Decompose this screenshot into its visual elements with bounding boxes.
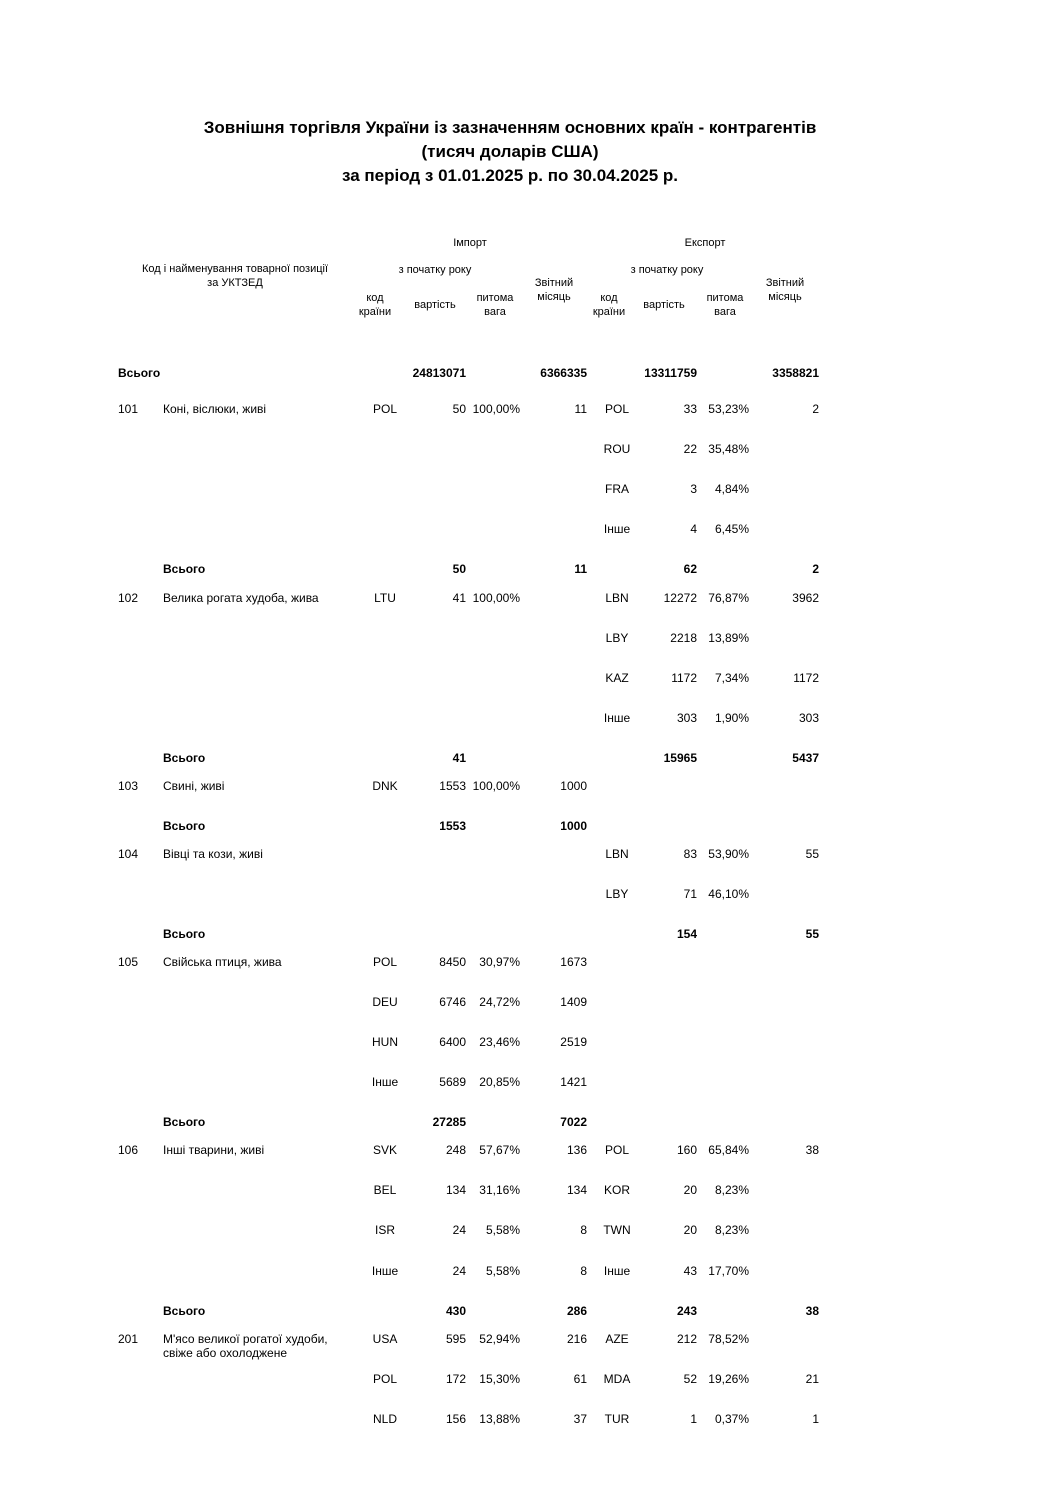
cell-im: 286 xyxy=(566,1304,587,1318)
cell-es: 53,90% xyxy=(708,847,749,861)
cell-ev: 52 xyxy=(683,1372,697,1386)
cell-es: 76,87% xyxy=(708,591,749,605)
cell-es: 53,23% xyxy=(708,402,749,416)
cell-em: 5437 xyxy=(792,751,819,765)
total-label: Всього xyxy=(163,819,206,833)
cell-ec: Інше xyxy=(603,522,631,536)
cell-name: М'ясо великої рогатої худоби, свіже або охолоджене xyxy=(163,1332,328,1360)
cell-ev: 33 xyxy=(683,402,697,416)
cell-ev: 20 xyxy=(683,1183,697,1197)
cell-is: 31,16% xyxy=(479,1183,520,1197)
cell-ic: DNK xyxy=(372,779,398,793)
cell-is: 52,94% xyxy=(479,1332,520,1346)
cell-iv: 50 xyxy=(452,562,466,576)
cell-em: 1172 xyxy=(793,671,819,685)
cell-im: 216 xyxy=(566,1332,587,1346)
cell-is: 23,46% xyxy=(479,1035,520,1049)
cell-code: 104 xyxy=(118,847,139,861)
cell-is: 100,00% xyxy=(472,402,520,416)
total-label: Всього xyxy=(163,562,206,576)
cell-iv: 430 xyxy=(445,1304,466,1318)
total-label: Всього xyxy=(163,927,206,941)
cell-es: 46,10% xyxy=(708,887,749,901)
cell-iv: 248 xyxy=(445,1143,466,1157)
cell-code: 103 xyxy=(118,779,139,793)
cell-im: 6366335 xyxy=(540,366,587,380)
cell-iv: 50 xyxy=(452,402,466,416)
cell-ev: 20 xyxy=(683,1223,697,1237)
cell-ev: 303 xyxy=(676,711,697,725)
header-import: Імпорт xyxy=(453,237,487,249)
cell-is: 100,00% xyxy=(472,779,520,793)
title-line-3: за період з 01.01.2025 р. по 30.04.2025 р. xyxy=(341,166,678,185)
cell-name: Свині, живі xyxy=(163,779,225,793)
total-label: Всього xyxy=(163,1304,206,1318)
cell-ic: HUN xyxy=(372,1035,398,1049)
cell-iv: 8450 xyxy=(439,955,466,969)
cell-em: 1 xyxy=(812,1412,819,1426)
cell-es: 65,84% xyxy=(708,1143,749,1157)
cell-im: 1421 xyxy=(560,1075,587,1089)
header-export-value: вартість xyxy=(643,299,685,311)
cell-em: 303 xyxy=(798,711,819,725)
cell-ec: Інше xyxy=(603,1264,631,1278)
cell-im: 1673 xyxy=(560,955,587,969)
cell-im: 11 xyxy=(574,402,587,416)
cell-ec: TUR xyxy=(604,1412,630,1426)
cell-ic: Інше xyxy=(371,1075,399,1089)
cell-iv: 41 xyxy=(452,591,466,605)
cell-es: 4,84% xyxy=(714,482,749,496)
cell-em: 38 xyxy=(805,1304,819,1318)
cell-is: 30,97% xyxy=(479,955,520,969)
cell-im: 1000 xyxy=(560,779,587,793)
cell-im: 37 xyxy=(573,1412,587,1426)
cell-is: 20,85% xyxy=(479,1075,520,1089)
cell-ec: MDA xyxy=(603,1372,631,1386)
cell-iv: 156 xyxy=(445,1412,466,1426)
cell-em: 2 xyxy=(812,562,819,576)
cell-ev: 83 xyxy=(683,847,697,861)
cell-em: 2 xyxy=(812,402,819,416)
header-import-country-code: код країни xyxy=(358,292,392,318)
cell-im: 61 xyxy=(573,1372,587,1386)
cell-es: 13,89% xyxy=(708,631,749,645)
cell-ev: 154 xyxy=(676,927,697,941)
cell-ec: LBN xyxy=(605,591,629,605)
cell-ev: 15965 xyxy=(663,751,697,765)
cell-name: Свійська птиця, жива xyxy=(163,955,282,969)
total-label: Всього xyxy=(118,366,161,380)
cell-em: 3358821 xyxy=(772,366,819,380)
cell-iv: 1553 xyxy=(439,819,466,833)
header-import-value: вартість xyxy=(414,299,456,311)
total-label: Всього xyxy=(163,1115,206,1129)
cell-em: 21 xyxy=(805,1372,819,1386)
header-export: Експорт xyxy=(684,237,726,249)
cell-ev: 1172 xyxy=(671,671,697,685)
cell-es: 19,26% xyxy=(708,1372,749,1386)
cell-ec: ROU xyxy=(603,442,631,456)
cell-iv: 27285 xyxy=(432,1115,466,1129)
cell-ec: LBY xyxy=(605,631,629,645)
cell-im: 7022 xyxy=(560,1115,587,1129)
cell-ev: 4 xyxy=(690,522,697,536)
cell-ic: SVK xyxy=(372,1143,397,1157)
cell-ic: DEU xyxy=(372,995,398,1009)
cell-ic: USA xyxy=(372,1332,398,1346)
header-import-report-month: Звітний місяць xyxy=(534,277,574,303)
cell-ev: 71 xyxy=(683,887,697,901)
cell-iv: 595 xyxy=(445,1332,466,1346)
cell-name: Вівці та кози, живі xyxy=(163,847,263,861)
cell-iv: 134 xyxy=(445,1183,466,1197)
cell-code: 105 xyxy=(118,955,139,969)
cell-es: 1,90% xyxy=(714,711,749,725)
cell-im: 2519 xyxy=(560,1035,587,1049)
cell-code: 102 xyxy=(118,591,139,605)
header-import-since-start: з початку року xyxy=(398,264,472,276)
cell-ev: 2218 xyxy=(670,631,697,645)
cell-ic: NLD xyxy=(372,1412,397,1426)
cell-ev: 243 xyxy=(676,1304,697,1318)
cell-iv: 41 xyxy=(452,751,466,765)
title-line-1: Зовнішня торгівля України із зазначенням основних країн - контрагентів xyxy=(203,118,817,137)
cell-ec: TWN xyxy=(603,1223,631,1237)
title-line-2: (тисяч доларів США) xyxy=(421,142,599,161)
cell-iv: 24813071 xyxy=(412,366,466,380)
cell-es: 8,23% xyxy=(714,1183,749,1197)
cell-iv: 6746 xyxy=(439,995,466,1009)
cell-ec: LBY xyxy=(605,887,629,901)
cell-iv: 24 xyxy=(452,1264,466,1278)
cell-is: 15,30% xyxy=(479,1372,520,1386)
cell-ec: Інше xyxy=(603,711,631,725)
cell-ev: 212 xyxy=(676,1332,697,1346)
cell-im: 1000 xyxy=(560,819,587,833)
cell-ev: 13311759 xyxy=(644,366,697,380)
cell-is: 24,72% xyxy=(479,995,520,1009)
cell-ec: KOR xyxy=(603,1183,630,1197)
cell-ic: BEL xyxy=(373,1183,397,1197)
cell-es: 35,48% xyxy=(708,442,749,456)
cell-code: 101 xyxy=(118,402,139,416)
cell-ic: POL xyxy=(372,1372,397,1386)
cell-im: 1409 xyxy=(560,995,587,1009)
cell-es: 0,37% xyxy=(714,1412,749,1426)
cell-ec: POL xyxy=(604,1143,629,1157)
cell-is: 13,88% xyxy=(479,1412,520,1426)
cell-em: 55 xyxy=(805,927,819,941)
cell-name: Коні, віслюки, живі xyxy=(163,402,267,416)
cell-es: 7,34% xyxy=(714,671,749,685)
cell-ev: 12272 xyxy=(663,591,697,605)
cell-ic: POL xyxy=(372,955,397,969)
cell-ev: 62 xyxy=(683,562,697,576)
cell-ic: ISR xyxy=(374,1223,395,1237)
cell-iv: 172 xyxy=(445,1372,466,1386)
cell-im: 11 xyxy=(574,562,587,576)
cell-im: 136 xyxy=(566,1143,587,1157)
cell-ev: 1 xyxy=(690,1412,697,1426)
cell-is: 5,58% xyxy=(485,1264,520,1278)
cell-ev: 43 xyxy=(683,1264,697,1278)
cell-name: Велика рогата худоба, жива xyxy=(163,591,319,605)
cell-es: 78,52% xyxy=(708,1332,749,1346)
cell-iv: 1553 xyxy=(439,779,466,793)
cell-name: Інші тварини, живі xyxy=(163,1143,265,1157)
cell-ec: LBN xyxy=(605,847,629,861)
header-import-share: питома вага xyxy=(476,292,514,318)
cell-is: 57,67% xyxy=(479,1143,520,1157)
header-item: Код і найменування товарної позиції за УКТЗЕД xyxy=(141,263,329,289)
cell-code: 106 xyxy=(118,1143,139,1157)
cell-ec: KAZ xyxy=(605,671,629,685)
cell-es: 8,23% xyxy=(714,1223,749,1237)
cell-es: 17,70% xyxy=(708,1264,749,1278)
cell-em: 3962 xyxy=(792,591,819,605)
cell-ec: FRA xyxy=(605,482,629,496)
cell-es: 6,45% xyxy=(714,522,749,536)
cell-is: 5,58% xyxy=(485,1223,520,1237)
cell-is: 100,00% xyxy=(472,591,520,605)
cell-em: 55 xyxy=(805,847,819,861)
cell-iv: 6400 xyxy=(439,1035,466,1049)
cell-ec: POL xyxy=(604,402,629,416)
cell-em: 38 xyxy=(805,1143,819,1157)
cell-iv: 24 xyxy=(452,1223,466,1237)
cell-ic: Інше xyxy=(371,1264,399,1278)
header-export-report-month: Звітний місяць xyxy=(765,277,805,303)
cell-ec: AZE xyxy=(605,1332,629,1346)
cell-iv: 5689 xyxy=(439,1075,466,1089)
header-export-since-start: з початку року xyxy=(630,264,704,276)
cell-ev: 22 xyxy=(683,442,697,456)
total-label: Всього xyxy=(163,751,206,765)
cell-im: 8 xyxy=(580,1264,587,1278)
cell-ic: LTU xyxy=(374,591,396,605)
cell-ev: 3 xyxy=(690,482,697,496)
cell-im: 8 xyxy=(580,1223,587,1237)
cell-code: 201 xyxy=(118,1332,139,1346)
header-export-share: питома вага xyxy=(706,292,744,318)
cell-ic: POL xyxy=(372,402,397,416)
cell-ev: 160 xyxy=(676,1143,697,1157)
cell-im: 134 xyxy=(566,1183,587,1197)
header-export-country-code: код країни xyxy=(592,292,626,318)
